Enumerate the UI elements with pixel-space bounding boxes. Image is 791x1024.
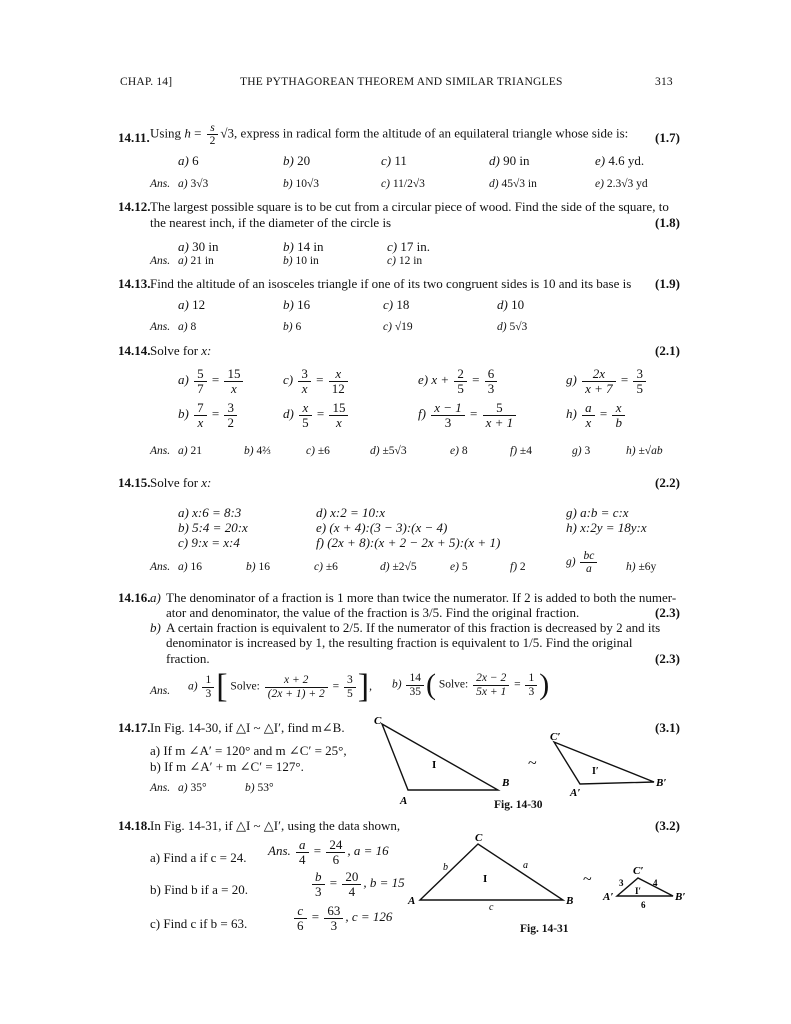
equation-g: g) $\frac{2x}{x + 7}$ = $\frac{3}{5}$	[566, 367, 648, 395]
triangle-i	[382, 724, 498, 790]
answer: c) √19	[383, 321, 413, 333]
part-question: c) Find c if b = 63.	[150, 916, 248, 931]
figure-14-31	[405, 832, 685, 917]
answer: a) 3√3	[178, 178, 209, 190]
section-ref: (2.3)	[655, 651, 680, 666]
part: b) 5:4 = 20:x	[178, 520, 248, 535]
answer: a) 16	[178, 561, 202, 573]
answer: d) 5√3	[497, 321, 528, 333]
problem-text: the nearest inch, if the diameter of the circle is	[150, 215, 392, 230]
part: b) 16	[283, 297, 311, 312]
problem-text: denominator is increased by 1, the resulting fraction is equivalent to 1/5. Find the original	[166, 635, 633, 650]
part: c) 18	[383, 297, 410, 312]
vertex-label: C′	[633, 865, 644, 877]
figure-caption: Fig. 14-31	[520, 923, 569, 935]
running-title: THE PYTHAGOREAN THEOREM AND SIMILAR TRIANGLES	[240, 76, 563, 88]
part: f) (2x + 8):(x + 2 − 2x + 5):(x + 1)	[316, 535, 501, 550]
answer-label: Ans.	[150, 255, 171, 267]
vertex-label: B	[502, 777, 510, 789]
side-label: 4	[653, 878, 658, 888]
side-label: a	[523, 860, 528, 871]
problem-text: Find the altitude of an isosceles triangle if one of its two congruent sides is 10 and its base is	[150, 276, 632, 291]
answer-label: Ans.	[150, 561, 171, 573]
answer: f) ±4	[510, 445, 532, 457]
vertex-label: B	[566, 895, 574, 907]
triangle-i-prime	[617, 878, 673, 896]
equation-e: e) x + $\frac{2}{5}$ = $\frac{6}{3}$	[418, 367, 499, 395]
part: a) 6	[178, 153, 199, 168]
problem-number: 14.15.	[118, 475, 151, 490]
chapter-label: CHAP. 14]	[120, 76, 173, 88]
triangle-i-prime	[554, 742, 654, 784]
answer: b) 53°	[245, 782, 274, 794]
answer-b: b) $\frac{14}{35}$ ( Solve: $\frac{2x - 2}{5x + 1}$ = $\frac{1}{3}$ )	[392, 668, 550, 701]
answer: b) 4⅔	[244, 445, 271, 457]
answer: c) ±6	[306, 445, 330, 457]
answer: h) ±6y	[626, 561, 657, 573]
equation-h: h) $\frac{a}{x}$ = $\frac{x}{b}$	[566, 401, 627, 429]
equation-b: b) $\frac{7}{x}$ = $\frac{3}{2}$	[178, 401, 239, 429]
problem-number: 14.13.	[118, 276, 151, 291]
answer: a) 8	[178, 321, 197, 333]
problem-text: The denominator of a fraction is 1 more than twice the numerator. If 2 is added to both the numer-	[166, 590, 677, 605]
answer: d) 45√3 in	[489, 178, 537, 190]
section-ref: (1.9)	[655, 276, 680, 291]
answer: h) ±√ab	[626, 445, 663, 457]
part: b) 14 in	[283, 239, 324, 254]
part-answer: $\frac{b}{3}$ = $\frac{20}{4}$ , b = 15	[310, 870, 405, 898]
part: c) 17 in.	[387, 239, 430, 254]
answer: b) 6	[283, 321, 302, 333]
part: c) 9:x = x:4	[178, 535, 240, 550]
answer-label: Ans.	[150, 445, 171, 457]
side-label: b	[443, 862, 448, 873]
problem-text: ator and denominator, the value of the fraction is 3/5. Find the original fraction.	[166, 605, 580, 620]
part: h) x:2y = 18y:x	[566, 520, 647, 535]
side-label: c	[489, 902, 494, 913]
answer: e) 2.3√3 yd	[595, 178, 648, 190]
part: a) 30 in	[178, 239, 219, 254]
side-label: 6	[641, 900, 646, 910]
answer: b) 10 in	[283, 255, 319, 267]
side-label: 3	[619, 878, 624, 888]
part: c) 11	[381, 153, 407, 168]
part-answer: $\frac{c}{6}$ = $\frac{63}{3}$ , c = 126	[292, 904, 392, 932]
part-answer: Ans. $\frac{a}{4}$ = $\frac{24}{6}$ , a = 16	[268, 837, 389, 867]
part-question: b) Find b if a = 20.	[150, 882, 248, 897]
answer: b) 16	[246, 561, 270, 573]
triangle-roman: I′	[635, 886, 642, 896]
part: d) 10	[497, 297, 525, 312]
problem-text: In Fig. 14-31, if △I ~ △I′, using the data shown,	[150, 818, 401, 833]
problem-text: The largest possible square is to be cut from a circular piece of wood. Find the side of the square, to	[150, 199, 669, 214]
answer: c) ±6	[314, 561, 338, 573]
equation-d: d) $\frac{x}{5}$ = $\frac{15}{x}$	[283, 401, 350, 429]
figure-14-30	[370, 712, 670, 812]
vertex-label: B′	[675, 891, 685, 903]
equation-f: f) $\frac{x - 1}{3}$ = $\frac{5}{x + 1}$	[418, 401, 518, 429]
problem-text: In Fig. 14-30, if △I ~ △I′, find m∠B.	[150, 720, 345, 735]
vertex-label: A′	[603, 891, 614, 903]
part: a) 12	[178, 297, 206, 312]
vertex-label: C′	[550, 731, 561, 743]
answer-label: Ans.	[150, 685, 171, 697]
section-ref: (2.1)	[655, 343, 680, 358]
section-ref: (1.8)	[655, 215, 680, 230]
triangle-roman: I′	[592, 766, 599, 777]
part: d) x:2 = 10:x	[316, 505, 386, 520]
answer-label: Ans.	[150, 321, 171, 333]
page-number: 313	[655, 76, 673, 88]
similar-symbol: ~	[583, 871, 592, 888]
triangle-roman: I	[483, 873, 488, 885]
answer-a: a) $\frac{1}{3}$ [ Solve: $\frac{x + 2}{(2x + 1) + 2}$ = $\frac{3}{5}$ ],	[188, 668, 372, 705]
part: a) x:6 = 8:3	[178, 505, 242, 520]
equation-c: c) $\frac{3}{x}$ = $\frac{x}{12}$	[283, 367, 350, 395]
part: g) a:b = c:x	[566, 505, 629, 520]
similar-symbol: ~	[528, 755, 537, 772]
problem-number: 14.11.	[118, 130, 150, 145]
answer: g) 3	[572, 445, 591, 457]
part-label: a)	[150, 590, 161, 605]
section-ref: (2.2)	[655, 475, 680, 490]
answer: d) ±5√3	[370, 445, 407, 457]
answer: a) 21 in	[178, 255, 214, 267]
part-question: a) Find a if c = 24.	[150, 850, 247, 865]
section-ref: (1.7)	[655, 130, 680, 145]
problem-text: fraction.	[166, 651, 210, 666]
answer: a) 35°	[178, 782, 207, 794]
section-ref: (2.3)	[655, 605, 680, 620]
problem-text: A certain fraction is equivalent to 2/5. If the numerator of this fraction is decreased by 2 and its	[166, 620, 661, 635]
part: e) (x + 4):(3 − 3):(x − 4)	[316, 520, 448, 535]
problem-number: 14.17.	[118, 720, 151, 735]
vertex-label: A′	[570, 787, 581, 799]
answer: e) 8	[450, 445, 468, 457]
answer: d) ±2√5	[380, 561, 417, 573]
vertex-label: C	[475, 832, 483, 844]
part-label: b)	[150, 620, 161, 635]
answer: c) 12 in	[387, 255, 423, 267]
triangle-roman: I	[432, 759, 437, 771]
answer: e) 5	[450, 561, 468, 573]
problem-text: Using h = $\frac{s}{2}$ √3, express in radical form the altitude of an equilateral triangle whose side is:	[150, 122, 629, 148]
answer: b) 10√3	[283, 178, 320, 190]
part: a) If m ∠A′ = 120° and m ∠C′ = 25°,	[150, 743, 347, 758]
section-ref: (3.1)	[655, 720, 680, 735]
answer-label: Ans.	[150, 782, 171, 794]
problem-text: Solve for x:	[150, 475, 212, 490]
problem-number: 14.16.	[118, 590, 151, 605]
vertex-label: B′	[656, 777, 667, 789]
part: b) If m ∠A′ + m ∠C′ = 127°.	[150, 759, 304, 774]
answer-label: Ans.	[150, 178, 171, 190]
vertex-label: A	[408, 895, 416, 907]
section-ref: (3.2)	[655, 818, 680, 833]
part: e) 4.6 yd.	[595, 153, 645, 168]
vertex-label: A	[400, 795, 408, 807]
answer: f) 2	[510, 561, 526, 573]
part: d) 90 in	[489, 153, 530, 168]
answer: g) $\frac{bc}{a}$	[566, 550, 599, 575]
problem-number: 14.14.	[118, 343, 151, 358]
equation-a: a) $\frac{5}{7}$ = $\frac{15}{x}$	[178, 367, 245, 395]
problem-number: 14.18.	[118, 818, 151, 833]
answer: a) 21	[178, 445, 202, 457]
answer: c) 11/2√3	[381, 178, 425, 190]
problem-text: Solve for x:	[150, 343, 212, 358]
vertex-label: C	[374, 715, 382, 727]
problem-number: 14.12.	[118, 199, 151, 214]
figure-caption: Fig. 14-30	[494, 799, 543, 811]
part: b) 20	[283, 153, 311, 168]
triangle-i	[420, 844, 563, 900]
